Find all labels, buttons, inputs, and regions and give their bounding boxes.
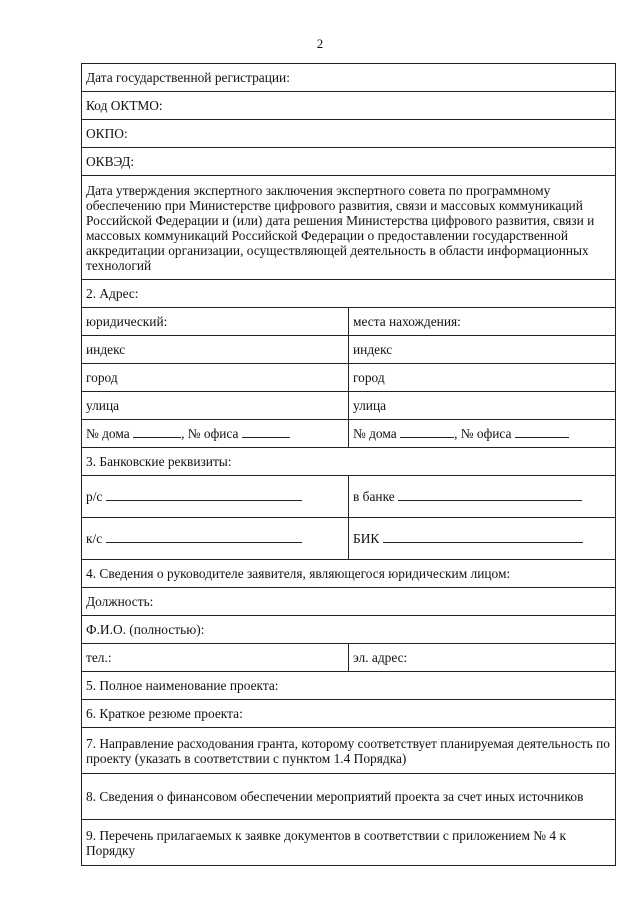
row-contacts (82, 644, 616, 672)
row-grant-direction (82, 728, 616, 774)
row-position (82, 588, 616, 616)
account-field[interactable] (82, 476, 349, 518)
okved-field[interactable]: ОКВЭД: (82, 148, 616, 176)
office-label: , № офиса (454, 426, 512, 441)
row-street (82, 392, 616, 420)
legal-index-field[interactable]: индекс (82, 336, 349, 364)
project-summary-field[interactable]: 6. Краткое резюме проекта: (82, 700, 616, 728)
row-head-heading (82, 560, 616, 588)
project-name-field[interactable]: 5. Полное наименование проекта: (82, 672, 616, 700)
bik-field[interactable] (349, 518, 616, 560)
office-label: , № офиса (181, 426, 239, 441)
row-address-types (82, 308, 616, 336)
row-expert-conclusion (82, 176, 616, 280)
row-okved (82, 148, 616, 176)
email-field[interactable]: эл. адрес: (349, 644, 616, 672)
head-heading: 4. Сведения о руководителе заявителя, являющегося юридическим лицом: (82, 560, 616, 588)
house-label: № дома (353, 426, 397, 441)
house-blank[interactable] (133, 426, 181, 438)
legal-city-field[interactable]: город (82, 364, 349, 392)
corr-blank[interactable] (106, 531, 302, 543)
row-documents-list (82, 820, 616, 866)
row-account (82, 476, 616, 518)
documents-list-field[interactable]: 9. Перечень прилагаемых к заявке документов в соответствии с приложением № 4 к Порядку (82, 820, 616, 866)
okpo-field[interactable]: ОКПО: (82, 120, 616, 148)
bik-blank[interactable] (383, 531, 583, 543)
location-index-field[interactable]: индекс (349, 336, 616, 364)
office-blank[interactable] (515, 426, 569, 438)
application-form-table (81, 63, 616, 866)
house-blank[interactable] (400, 426, 454, 438)
bank-blank[interactable] (398, 489, 582, 501)
full-name-field[interactable]: Ф.И.О. (полностью): (82, 616, 616, 644)
bik-label: БИК (353, 531, 380, 546)
address-heading: 2. Адрес: (82, 280, 616, 308)
bank-name-field[interactable] (349, 476, 616, 518)
row-index (82, 336, 616, 364)
corr-account-field[interactable] (82, 518, 349, 560)
account-blank[interactable] (106, 489, 302, 501)
legal-address-label: юридический: (82, 308, 349, 336)
grant-direction-field[interactable]: 7. Направление расходования гранта, которому соответствует планируемая деятельность по проекту (указать в соответствии с пунктом 1.4 Порядка) (82, 728, 616, 774)
reg-date-field[interactable]: Дата государственной регистрации: (82, 64, 616, 92)
corr-label: к/с (86, 531, 103, 546)
row-okpo (82, 120, 616, 148)
row-reg-date (82, 64, 616, 92)
row-oktmo (82, 92, 616, 120)
expert-conclusion-field[interactable]: Дата утверждения экспертного заключения экспертного совета по программному обеспечению при Министерстве цифрового развития, связи и массовых коммуникаций Российской Федерации и (или) дата решения Министерства цифрового развития, связи и массовых коммуникаций Российской Федерации о предоставлении государственной аккредитации организации, осуществляющей деятельность в области информационных технологий (82, 176, 616, 280)
account-label: р/с (86, 489, 103, 504)
location-city-field[interactable]: город (349, 364, 616, 392)
page-number: 2 (316, 36, 324, 51)
row-full-name (82, 616, 616, 644)
legal-house-office-field[interactable] (82, 420, 349, 448)
other-funding-field[interactable]: 8. Сведения о финансовом обеспечении мероприятий проекта за счет иных источников (82, 774, 616, 820)
position-field[interactable]: Должность: (82, 588, 616, 616)
row-house-office (82, 420, 616, 448)
bank-label: в банке (353, 489, 395, 504)
row-city (82, 364, 616, 392)
phone-field[interactable]: тел.: (82, 644, 349, 672)
office-blank[interactable] (242, 426, 290, 438)
location-address-label: места нахождения: (349, 308, 616, 336)
row-other-funding (82, 774, 616, 820)
legal-street-field[interactable]: улица (82, 392, 349, 420)
row-address-heading (82, 280, 616, 308)
oktmo-field[interactable]: Код ОКТМО: (82, 92, 616, 120)
location-house-office-field[interactable] (349, 420, 616, 448)
row-corr-account (82, 518, 616, 560)
row-project-name (82, 672, 616, 700)
row-bank-heading (82, 448, 616, 476)
row-project-summary (82, 700, 616, 728)
house-label: № дома (86, 426, 130, 441)
bank-heading: 3. Банковские реквизиты: (82, 448, 616, 476)
location-street-field[interactable]: улица (349, 392, 616, 420)
